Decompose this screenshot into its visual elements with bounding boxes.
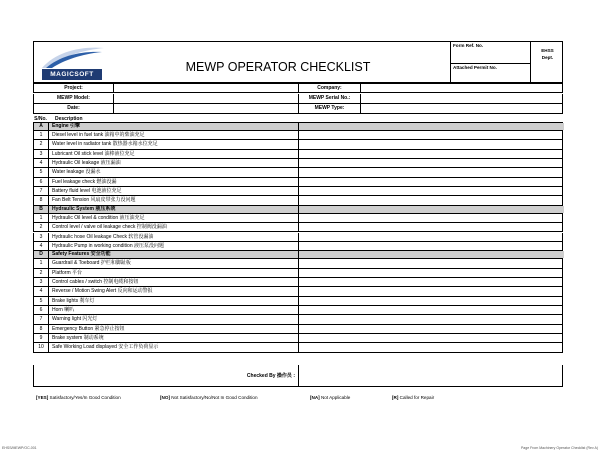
item-description: Safe Working Load displayed 安全工作负荷显示 [49,343,299,351]
section-title: Engine 引擎 [49,123,299,130]
item-check-cell[interactable] [299,233,564,241]
section-header-row [33,251,563,259]
logo-swoosh-icon [36,44,108,70]
company-field[interactable] [361,84,564,93]
checked-by-field[interactable] [299,365,564,386]
table-row [33,178,563,187]
item-number: 9 [34,334,49,342]
item-check-cell[interactable] [299,196,564,204]
section-header-row [33,206,563,214]
legend-code: [R] [392,395,399,400]
item-check-cell[interactable] [299,315,564,323]
item-number: 2 [34,223,49,231]
item-number: 4 [34,159,49,167]
info-row [33,83,563,93]
reference-box [450,42,530,84]
table-row [33,334,563,343]
item-number: 3 [34,278,49,286]
dept-line-1: EHSS [541,48,554,53]
checked-by-label: Checked By 操作员 : [34,365,299,386]
table-row [33,278,563,287]
item-description: Reverse / Motion Swing Alert 反向和运动警报 [49,287,299,295]
item-check-cell[interactable] [299,343,564,351]
company-logo [36,44,108,81]
footer-right: Page From Machinery Operator Checklist (Rev A) [520,446,598,450]
item-description: Hydraulic Pump in working condition 液压泵没问题 [49,242,299,250]
section-check-cell [299,123,564,130]
table-row [33,131,563,140]
table-row [33,214,563,223]
legend-text: Satisfactory/Yes/In Good Condition [49,395,121,400]
item-check-cell[interactable] [299,287,564,295]
item-description: Fuel leakage check 燃油没漏 [49,178,299,186]
mewp-serial-field[interactable] [361,94,564,103]
description-header: Description [55,116,83,122]
table-row [33,306,563,315]
item-description: Water level in radiator tank 散热器水箱水位充足 [49,140,299,148]
item-number: 4 [34,242,49,250]
item-number: 1 [34,214,49,222]
table-row [33,223,563,232]
item-check-cell[interactable] [299,242,564,250]
item-check-cell[interactable] [299,325,564,333]
item-description: Brake system 制动系统 [49,334,299,342]
item-description: Hydraulic Oil leakage 液压漏油 [49,159,299,167]
section-title: Hydraulic System 液压系统 [49,206,299,213]
table-row [33,159,563,168]
table-row [33,259,563,268]
item-description: Battery fluid level 电池液位充足 [49,187,299,195]
section-letter: A [34,123,49,130]
item-number: 6 [34,306,49,314]
item-check-cell[interactable] [299,269,564,277]
item-description: Brake lights 刹车灯 [49,297,299,305]
table-row [33,297,563,306]
item-number: 7 [34,315,49,323]
item-check-cell[interactable] [299,168,564,176]
item-number: 8 [34,196,49,204]
item-number: 1 [34,259,49,267]
project-label: Project: [34,84,114,93]
table-row [33,168,563,177]
mewp-model-label: MEWP Model: [34,94,114,103]
info-row [33,94,563,104]
section-header-row [33,123,563,131]
item-check-cell[interactable] [299,214,564,222]
legend-text: Called for Repair [399,395,435,400]
department-box [530,42,564,84]
legend-code: [NA] [310,395,320,400]
item-number: 7 [34,187,49,195]
table-row [33,196,563,205]
table-row [33,150,563,159]
table-row [33,269,563,278]
section-letter: B [34,206,49,213]
item-description: Water leakage 没漏水 [49,168,299,176]
item-number: 2 [34,269,49,277]
logo-text: MAGICSOFT [42,69,102,80]
table-row [33,315,563,324]
item-check-cell[interactable] [299,297,564,305]
item-number: 6 [34,178,49,186]
item-description: Control cables / switch 控制电缆和按钮 [49,278,299,286]
legend-item [310,395,350,400]
section-title: Safety Features 安全功能 [49,251,299,258]
item-number: 5 [34,168,49,176]
item-number: 5 [34,297,49,305]
table-row [33,140,563,149]
table-row [33,187,563,196]
item-check-cell[interactable] [299,334,564,342]
table-row [33,343,563,352]
section-check-cell [299,206,564,213]
item-check-cell[interactable] [299,150,564,158]
item-check-cell[interactable] [299,259,564,267]
table-row [33,233,563,242]
mewp-model-field[interactable] [114,94,299,103]
legend-item [36,395,121,400]
dept-line-2: Dept. [541,55,554,60]
item-number: 2 [34,140,49,148]
legend-item [392,395,434,400]
item-check-cell[interactable] [299,306,564,314]
item-number: 8 [34,325,49,333]
item-description: Platform 平台 [49,269,299,277]
item-number: 1 [34,131,49,139]
item-description: Fan Belt Tension 风扇皮带张力没问题 [49,196,299,204]
section-check-cell [299,251,564,258]
table-row [33,325,563,334]
legend-code: [NO] [160,395,170,400]
item-description: Hydraulic hose Oil leakage Check 软管没漏油 [49,233,299,241]
item-description: Hydraulic Oil level & condition 液压油充足 [49,214,299,222]
item-check-cell[interactable] [299,178,564,186]
item-description: Horn 喇叭 [49,306,299,314]
sno-header: S/No. [34,116,47,122]
attached-permit-field[interactable]: Attached Permit No. [451,63,530,84]
checked-by-row [33,365,563,387]
legend-code: [YES] [36,395,49,400]
table-row [33,287,563,296]
project-field[interactable] [114,84,299,93]
item-check-cell[interactable] [299,131,564,139]
company-label: Company: [299,84,361,93]
item-check-cell[interactable] [299,187,564,195]
mewp-type-field[interactable] [361,104,564,113]
table-header [33,116,563,123]
item-number: 3 [34,233,49,241]
table-row [33,242,563,251]
item-description: Control level / valve oil leakage check 控制阀没漏油 [49,223,299,231]
date-label: Date: [34,104,114,113]
mewp-serial-label: MEWP Serial No.: [299,94,361,103]
legend-text: Not Satisfactory/No/Not In Good Condition [171,395,258,400]
item-description: Guardrail & Toeboard 护栏和脚趾板 [49,259,299,267]
item-description: Lubricant Oil stick level 油棒液位充足 [49,150,299,158]
item-description: Emergency Button 紧急停止按钮 [49,325,299,333]
legend-item [160,395,258,400]
item-description: Diesel level in fuel tank 油箱中的柴油充足 [49,131,299,139]
item-check-cell[interactable] [299,140,564,148]
date-field[interactable] [114,104,299,113]
section-letter: D [34,251,49,258]
mewp-type-label: MEWP Type: [299,104,361,113]
item-number: 4 [34,287,49,295]
form-header [33,41,563,83]
item-number: 3 [34,150,49,158]
info-row [33,104,563,114]
footer-left: EHSS/MEWP/OC-001 [2,446,37,450]
form-title: MEWP OPERATOR CHECKLIST [185,60,371,74]
form-ref-field[interactable]: Form Ref. No. [453,43,484,48]
legend-text: Not Applicable [320,395,351,400]
item-number: 10 [34,343,49,351]
item-check-cell[interactable] [299,278,564,286]
item-check-cell[interactable] [299,159,564,167]
item-description: Warning light 闪光灯 [49,315,299,323]
item-check-cell[interactable] [299,223,564,231]
